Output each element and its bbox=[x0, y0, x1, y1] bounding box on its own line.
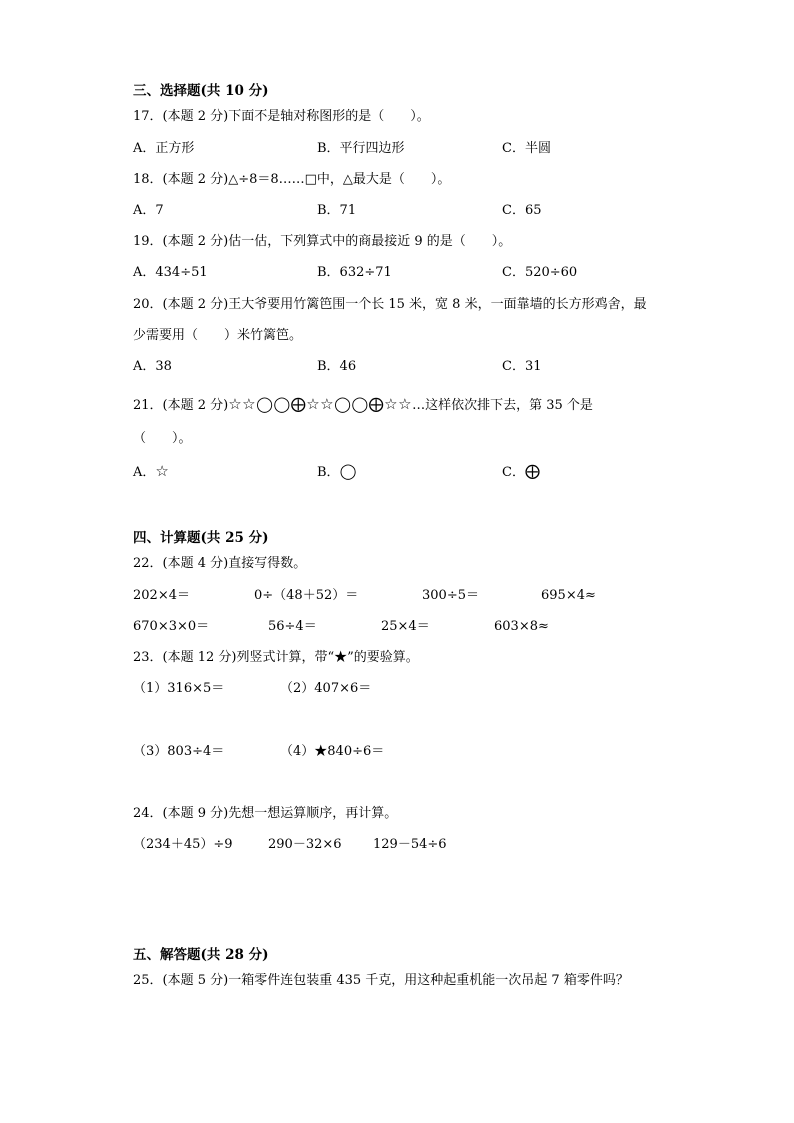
q22-item: 202×4＝ bbox=[133, 588, 190, 603]
q21-option-c bbox=[502, 462, 540, 482]
question-18: 18．(本题 2 分)△÷8＝8……□中，△最大是（ ）。 bbox=[133, 172, 451, 187]
q17-option-b: B．平行四边形 bbox=[317, 141, 405, 156]
question-21-line1 bbox=[133, 395, 593, 415]
q22-item: 670×3×0＝ bbox=[133, 619, 210, 634]
question-22: 22．(本题 4 分)直接写得数。 bbox=[133, 556, 307, 571]
q20-option-b: B．46 bbox=[317, 359, 357, 374]
q21-option-b-label: B． bbox=[317, 465, 340, 480]
q22-item: 56÷4＝ bbox=[268, 619, 317, 634]
question-25: 25．(本题 5 分)一箱零件连包装重 435 千克，用这种起重机能一次吊起 7 箱零件吗？ bbox=[133, 973, 629, 988]
q19-option-b: B．632÷71 bbox=[317, 265, 392, 280]
question-23: 23．(本题 12 分)列竖式计算，带“★”的要验算。 bbox=[133, 650, 419, 665]
q22-item: 25×4＝ bbox=[381, 619, 430, 634]
q22-item: 603×8≈ bbox=[494, 619, 549, 634]
q21-option-a bbox=[133, 462, 169, 482]
q21-suffix: …这样依次排下去，第 35 个是 bbox=[412, 398, 593, 413]
q21-prefix: 21．(本题 2 分) bbox=[133, 398, 229, 413]
q23-problem-4: （4）★840÷6＝ bbox=[280, 744, 385, 759]
q24-item: （234＋45）÷9 bbox=[133, 837, 233, 852]
circled-plus-icon: ⨁ bbox=[524, 462, 541, 480]
section-title-answer: 五、解答题(共 28 分) bbox=[133, 947, 269, 963]
section-title-calculation: 四、计算题(共 25 分) bbox=[133, 530, 269, 546]
q18-option-b: B．71 bbox=[317, 203, 357, 218]
q23-problem-1: （1）316×5＝ bbox=[133, 681, 225, 696]
question-20-line1: 20．(本题 2 分)王大爷要用竹篱笆围一个长 15 米，宽 8 米，一面靠墙的长方形鸡舍，最 bbox=[133, 297, 647, 312]
q24-item: 129－54÷6 bbox=[373, 837, 447, 852]
question-24: 24．(本题 9 分)先想一想运算顺序，再计算。 bbox=[133, 806, 398, 821]
question-19: 19．(本题 2 分)估一估，下列算式中的商最接近 9 的是（ ）。 bbox=[133, 234, 512, 249]
q21-option-a-label: A． bbox=[133, 465, 156, 480]
q18-option-c: C．65 bbox=[502, 203, 542, 218]
q20-option-a: A．38 bbox=[133, 359, 172, 374]
q22-item: 0÷（48＋52）＝ bbox=[254, 588, 359, 603]
q22-item: 695×4≈ bbox=[541, 588, 596, 603]
q19-option-a: A．434÷51 bbox=[133, 265, 208, 280]
q23-problem-3: （3）803÷4＝ bbox=[133, 744, 225, 759]
question-20-line2: 少需要用（ ）米竹篱笆。 bbox=[133, 328, 303, 343]
q24-item: 290－32×6 bbox=[268, 837, 342, 852]
star-icon: ☆ bbox=[155, 462, 170, 480]
q19-option-c: C．520÷60 bbox=[502, 265, 578, 280]
question-21-line2: （ ）。 bbox=[133, 431, 192, 446]
q22-item: 300÷5＝ bbox=[422, 588, 479, 603]
q23-problem-2: （2）407×6＝ bbox=[280, 681, 372, 696]
q17-option-c: C．半圆 bbox=[502, 141, 551, 156]
q21-option-c-label: C． bbox=[502, 465, 525, 480]
section-title-choice: 三、选择题(共 10 分) bbox=[133, 83, 269, 99]
circle-icon: ◯ bbox=[339, 462, 357, 480]
q20-option-c: C．31 bbox=[502, 359, 542, 374]
question-17: 17．(本题 2 分)下面不是轴对称图形的是（ ）。 bbox=[133, 109, 430, 124]
q21-shape-sequence: ☆☆◯◯⨁☆☆◯◯⨁☆☆ bbox=[228, 395, 413, 413]
q17-option-a: A．正方形 bbox=[133, 141, 195, 156]
q18-option-a: A．7 bbox=[133, 203, 164, 218]
q21-option-b bbox=[317, 462, 357, 482]
